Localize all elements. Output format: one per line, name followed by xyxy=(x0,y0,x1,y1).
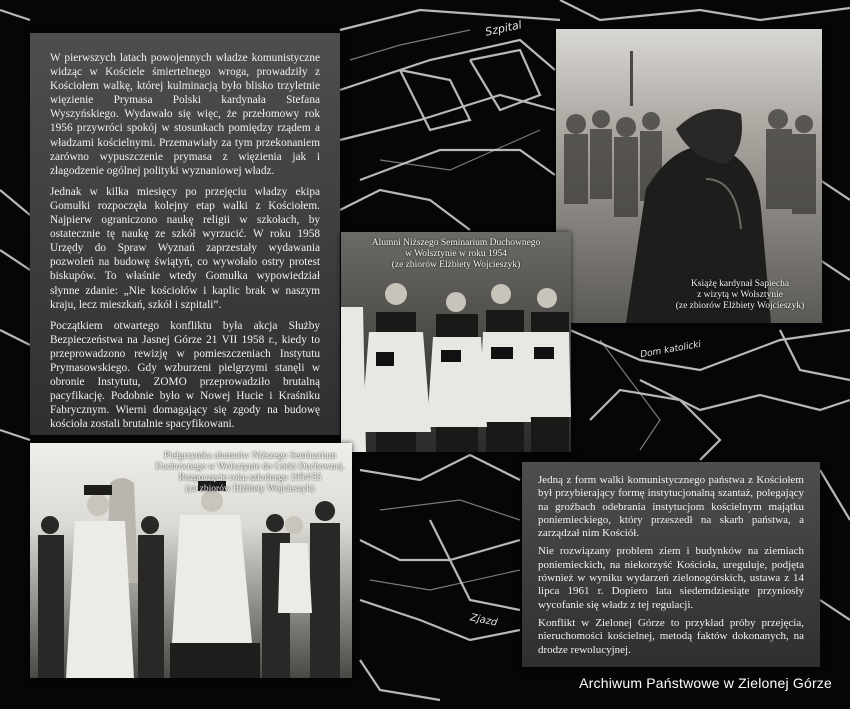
intro-paragraph-3: Początkiem otwartego konfliktu była akcja Służby Bezpieczeństwa na Jasnej Górze 21 VII 1958 r., kiedy to przeprowadzono rewizję w pomieszczeniach Instytutu Prymasowskiego. Gdy wzburzeni pielgrzymi stanęli w obronie Instytutu, ZOMO przeprowadziło brutalną pacyfikację. Podobnie było w Nowej Hucie i Kraśniku Fabrycznym. Wierni domagający się zgody na budowę kościoła zostali brutalnie spacyfikowani. xyxy=(50,319,320,431)
caption-sapieha-line-1: Książę kardynał Sapiecha xyxy=(690,279,790,289)
intro-paragraph-2: Jednak w kilka miesięcy po przejęciu władzy ekipa Gomułki rozpoczęła kolejny etap walki z Kościołem. Najpierw ograniczono naukę religii w szkołach, by ostatecznie tę naukę ze szkół wyrzucić. W roku 1958 Urzędy do Spraw Wyznań zaprzestały wydawania pozwoleń na budowę świątyń, co wywołało ostry protest biskupów. To właśnie wtedy Gomułka wypowiedział słynne zdanie: „Nie kościołów i kaplic brak w naszym kraju, lecz mieszkań, szkół i szpitali”. xyxy=(50,185,320,311)
intro-paragraph-1: W pierwszych latach powojennych władze komunistyczne widząc w Kościele śmiertelnego wroga, prowadziły z Kościołem walkę, której kulminacją było blisko trzyletnie więzienie Prymasa Polski kardynała Stefana Wyszyńskiego. Wydawało się więc, że przełomowy rok 1956 przywróci spokój w stosunkach pomiędzy rządem a władzami kościelnymi. Przemawiały za tym przekonaniem zarówno wypuszczenie prymasa z więzienia jak i złagodzenie ogólnej polityki wyznaniowej władz. xyxy=(50,52,320,177)
archive-credit: Archiwum Państwowe w Zielonej Górze xyxy=(579,675,832,691)
caption-pilgrimage-line-4: (ze zbiorów Elżbiety Wojcieszyk) xyxy=(185,484,315,494)
caption-pilgrimage-line-3: Rozpoczęcie roku szkolnego 1954/55 xyxy=(178,473,322,483)
caption-alumni-line-1: Alumni Niższego Seminarium Duchownego xyxy=(371,238,541,248)
intro-text-panel xyxy=(30,33,340,435)
caption-sapieha xyxy=(665,279,815,312)
caption-pilgrimage xyxy=(150,451,350,495)
property-paragraph-1: Jedną z form walki komunistycznego państwa z Kościołem był przybierający formę instytucjonalną szantaż, polegający na groźbach odebrania instytucjom kościelnym majątku poniemieckiego, który przeszedł na skarb państwa, a zarządzał nim Kościół. xyxy=(538,474,804,540)
caption-sapieha-line-3: (ze zbiorów Elżbiety Wojcieszyk) xyxy=(675,301,805,311)
caption-alumni xyxy=(346,238,566,271)
map-label-dom-katolicki: Dom katolicki xyxy=(639,339,702,361)
map-label-zjazd: Zjazd xyxy=(469,612,499,629)
property-paragraph-3: Konflikt w Zielonej Górze to przykład próby przejęcia, nieruchomości kościelnej, metodą faktów dokonanych, na drodze rewolucyjnej. xyxy=(538,616,804,656)
property-paragraph-2: Nie rozwiązany problem ziem i budynków na ziemiach poniemieckich, na niekorzyść Kościoła, ureguluje, podjęta również w wyniku wydarzeń zielonogórskich, ustawa z 14 lipca 1961 r. Dopiero lata siedemdziesiąte przyniosły wycofanie się władz z tej regulacji. xyxy=(538,545,804,611)
caption-pilgrimage-line-2: Duchownego w Wolsztynie do Górki Duchownej. xyxy=(155,462,345,472)
caption-pilgrimage-line-1: Pielgrzymka alumnów Niższego Seminarium xyxy=(163,451,337,461)
property-text-panel xyxy=(522,462,820,667)
caption-alumni-line-2: w Wolsztynie w roku 1954 xyxy=(405,249,507,259)
caption-sapieha-line-2: z wizytą w Wolsztynie xyxy=(697,290,783,300)
map-label-szpital: Szpital xyxy=(484,18,523,39)
caption-alumni-line-3: (ze zbiorów Elżbiety Wojcieszyk) xyxy=(391,260,521,270)
